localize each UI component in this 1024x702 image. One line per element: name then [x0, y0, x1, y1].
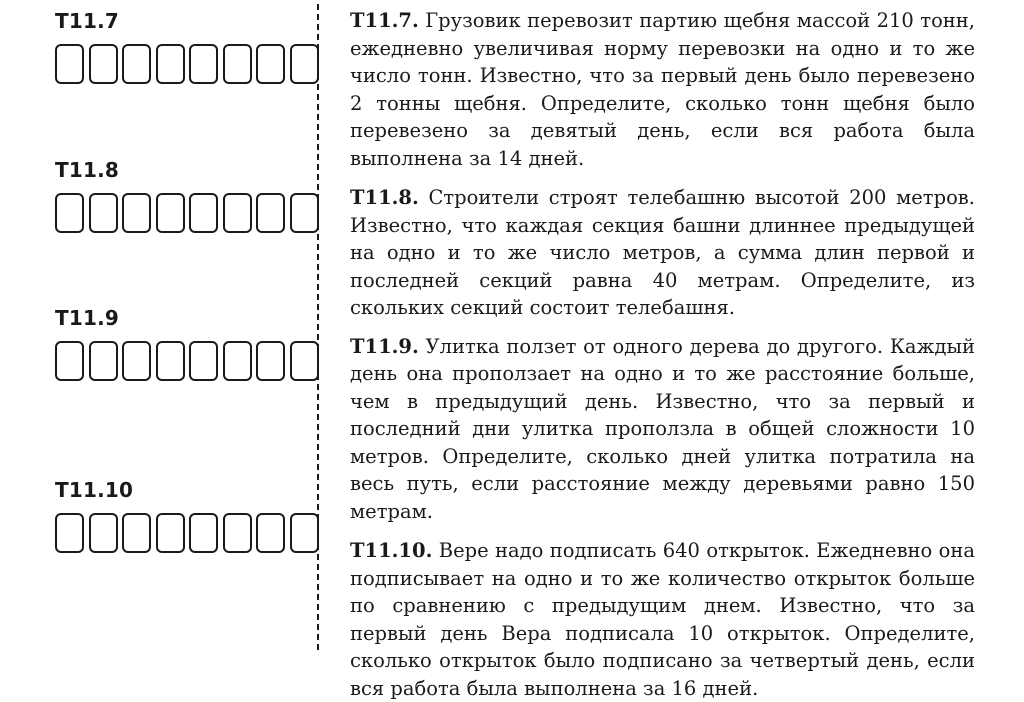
problem-t11-7 — [350, 7, 975, 172]
answer-cell[interactable] — [122, 341, 151, 381]
dashed-divider — [317, 4, 319, 650]
answer-row — [55, 513, 323, 553]
answer-cell[interactable] — [122, 44, 151, 84]
answer-cell[interactable] — [290, 513, 319, 553]
problem-t11-10 — [350, 537, 975, 702]
answer-cell[interactable] — [89, 44, 118, 84]
answer-cell[interactable] — [55, 193, 84, 233]
answer-column — [0, 0, 300, 650]
answer-block-t11-9 — [55, 306, 323, 381]
answer-cell[interactable] — [189, 44, 218, 84]
answer-cell[interactable] — [223, 193, 252, 233]
problem-text: Улитка ползет от одного дерева до другого. Каждый день она проползает на одно и то же расстояние больше, чем в предыдущий день. Известно, что за первый и последний дни улитка проползла в общей сложности 10 метров. Определите, сколько дней улитка потратила на весь путь, если расстояние между деревьями равно 150 метрам. — [350, 334, 976, 523]
answer-cell[interactable] — [256, 193, 285, 233]
problem-id: T11.9. — [350, 334, 419, 358]
answer-cell[interactable] — [156, 193, 185, 233]
answer-block-t11-10 — [55, 478, 323, 553]
answer-row — [55, 341, 323, 381]
problem-id: T11.8. — [350, 186, 419, 209]
answer-cell[interactable] — [256, 341, 285, 381]
answer-cell[interactable] — [223, 44, 252, 84]
problem-text: Грузовик перевозит партию щебня массой 210 тонн, ежедневно увеличивая норму перевозки на одно и то же число тонн. Известно, что за первый день было перевезено 2 тонны щебня. Определите, сколько тонн щебня было перевезено за девятый день, если вся работа была выполнена за 14 дней. — [350, 9, 975, 170]
answer-cell[interactable] — [89, 341, 118, 381]
task-label: T11.9 — [55, 306, 119, 330]
answer-cell[interactable] — [55, 513, 84, 553]
answer-cell[interactable] — [122, 513, 151, 553]
task-label: T11.10 — [55, 478, 134, 502]
answer-block-t11-7 — [55, 9, 323, 84]
answer-cell[interactable] — [223, 341, 252, 381]
answer-cell[interactable] — [189, 193, 218, 233]
problem-id: T11.10. — [350, 539, 433, 562]
answer-cell[interactable] — [89, 513, 118, 553]
answer-cell[interactable] — [290, 193, 319, 233]
answer-block-t11-8 — [55, 158, 323, 233]
answer-cell[interactable] — [156, 341, 185, 381]
answer-cell[interactable] — [55, 44, 84, 84]
answer-cell[interactable] — [122, 193, 151, 233]
answer-cell[interactable] — [290, 44, 319, 84]
problem-id: T11.7. — [350, 9, 419, 32]
problem-t11-8 — [350, 184, 975, 322]
answer-cell[interactable] — [256, 44, 285, 84]
answer-cell[interactable] — [189, 513, 218, 553]
answer-cell[interactable] — [256, 513, 285, 553]
answer-cell[interactable] — [290, 341, 319, 381]
problem-text: Строители строят телебашню высотой 200 метров. Известно, что каждая секция башни длиннее предыдущей на одно и то же число метров, а сумма длин первой и последней секций равна 40 метрам. Определите, из скольких секций состоит телебашня. — [350, 186, 975, 319]
problems-column — [350, 7, 975, 702]
answer-cell[interactable] — [156, 44, 185, 84]
answer-cell[interactable] — [223, 513, 252, 553]
answer-row — [55, 44, 323, 84]
problem-text: Вере надо подписать 640 открыток. Ежедневно она подписывает на одно и то же количество открыток больше по сравнению с предыдущим днем. Известно, что за первый день Вера подписала 10 открыток. Определите, сколько открыток было подписано за четвертый день, если вся работа была выполнена за 16 дней. — [350, 539, 975, 700]
answer-row — [55, 193, 323, 233]
problem-t11-9 — [350, 333, 975, 526]
task-label: T11.7 — [55, 9, 119, 33]
task-label: T11.8 — [55, 158, 119, 182]
answer-cell[interactable] — [189, 341, 218, 381]
answer-cell[interactable] — [89, 193, 118, 233]
answer-cell[interactable] — [156, 513, 185, 553]
answer-cell[interactable] — [55, 341, 84, 381]
